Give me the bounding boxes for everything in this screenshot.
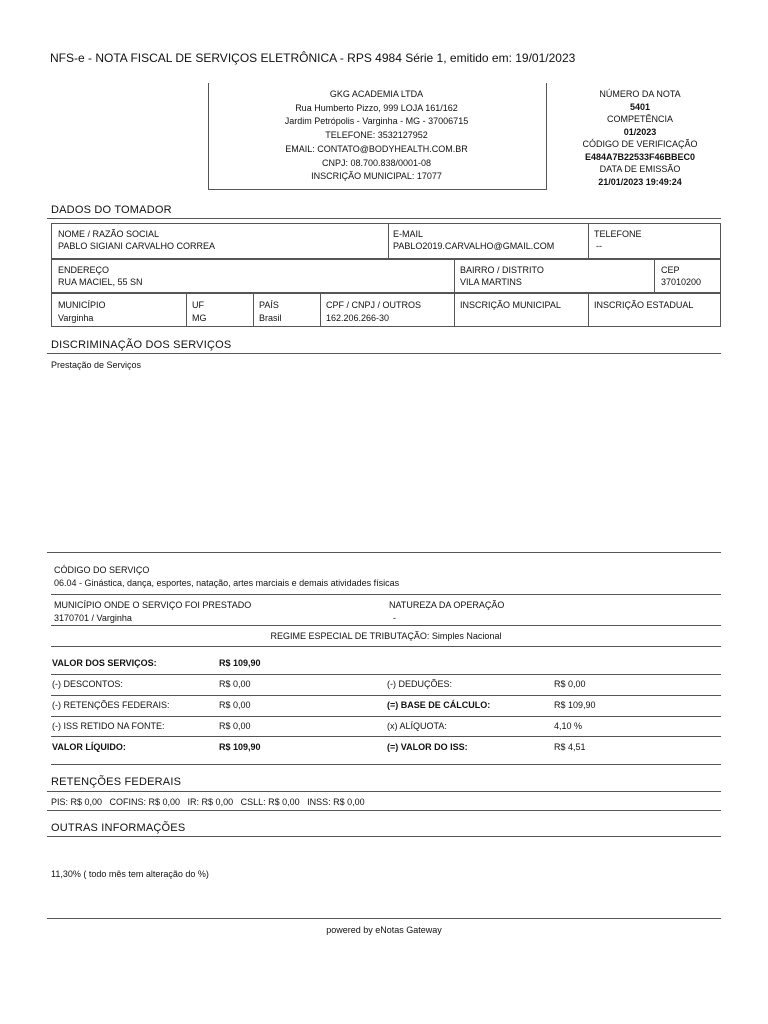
competence-label: COMPETÊNCIA: [606, 114, 673, 124]
other-info-section-title: OUTRAS INFORMAÇÕES: [51, 822, 186, 834]
calc-base-value: R$ 109,90: [554, 700, 596, 710]
divider: [47, 810, 721, 811]
taker-address: RUA MACIEL, 55 SN: [58, 277, 143, 287]
taker-municipal-label: INSCRIÇÃO MUNICIPAL: [460, 300, 561, 310]
divider: [51, 674, 721, 675]
issuer-district: Jardim Petrópolis - Varginha - MG - 37006715: [284, 116, 469, 127]
divider: [47, 218, 721, 219]
service-nature: -: [393, 613, 396, 623]
net-value-label: VALOR LÍQUIDO:: [52, 742, 126, 752]
discounts-value: R$ 0,00: [219, 679, 251, 689]
divider: [47, 918, 721, 919]
divider: [51, 223, 721, 224]
taker-district: VILA MARTINS: [460, 277, 522, 287]
taker-doc: 162.206.266-30: [326, 313, 390, 323]
divider: [51, 736, 721, 737]
verification-code: E484A7B22533F46BBEC0: [584, 151, 696, 162]
taker-city-label: MUNICÍPIO: [58, 300, 106, 310]
services-description: Prestação de Serviços: [51, 360, 142, 370]
taker-cep: 37010200: [661, 277, 702, 287]
issue-date-label: DATA DE EMISSÃO: [599, 164, 681, 174]
verification-label: CÓDIGO DE VERIFICAÇÃO: [582, 139, 698, 149]
divider: [51, 293, 721, 294]
service-place-label: MUNICÍPIO ONDE O SERVIÇO FOI PRESTADO: [54, 600, 252, 610]
divider: [720, 223, 721, 258]
taker-name-label: NOME / RAZÃO SOCIAL: [58, 229, 160, 239]
retentions-line: PIS: R$ 0,00 COFINS: R$ 0,00 IR: R$ 0,00 CSLL: R$ 0,00 INSS: R$ 0,00: [51, 797, 365, 807]
taker-email-label: E-MAIL: [393, 229, 424, 239]
divider: [47, 836, 721, 837]
divider: [720, 293, 721, 326]
divider: [47, 791, 721, 792]
taker-phone: --: [596, 241, 602, 251]
divider: [47, 552, 721, 553]
services-value: R$ 109,90: [219, 658, 261, 668]
tax-regime: REGIME ESPECIAL DE TRIBUTAÇÃO: Simples Nacional: [270, 631, 502, 641]
divider: [51, 223, 52, 258]
divider: [588, 223, 589, 258]
divider: [654, 259, 655, 292]
divider: [186, 293, 187, 326]
divider: [51, 594, 721, 595]
deductions-value: R$ 0,00: [554, 679, 586, 689]
issuer-address: Rua Humberto Pizzo, 999 LOJA 161/162: [295, 102, 458, 113]
divider: [51, 293, 52, 326]
taker-uf: MG: [192, 313, 207, 323]
note-number-label: NÚMERO DA NOTA: [599, 89, 681, 99]
issuer-info: [208, 88, 545, 184]
discounts-label: (-) DESCONTOS:: [52, 679, 123, 689]
issue-date: 21/01/2023 19:49:24: [598, 176, 682, 187]
iss-value: R$ 4,51: [554, 742, 586, 752]
service-place: 3170701 / Varginha: [54, 613, 132, 623]
note-number: 5401: [629, 101, 651, 112]
divider: [588, 293, 589, 326]
calc-base-label: (=) BASE DE CÁLCULO:: [387, 700, 491, 710]
divider: [51, 326, 721, 327]
issuer-phone: TELEFONE: 3532127952: [325, 130, 428, 141]
deductions-label: (-) DEDUÇÕES:: [387, 679, 452, 689]
divider: [51, 716, 721, 717]
retentions-section-title: RETENÇÕES FEDERAIS: [51, 776, 182, 788]
divider: [388, 223, 389, 258]
iss-withheld-label: (-) ISS RETIDO NA FONTE:: [52, 721, 165, 731]
taker-phone-label: TELEFONE: [594, 229, 642, 239]
rate-label: (x) ALÍQUOTA:: [387, 721, 447, 731]
taker-address-label: ENDEREÇO: [58, 265, 110, 275]
divider: [51, 625, 721, 626]
taker-name: PABLO SIGIANI CARVALHO CORREA: [58, 241, 216, 251]
divider: [51, 259, 721, 260]
divider: [253, 293, 254, 326]
taker-uf-label: UF: [192, 300, 204, 310]
federal-retentions-value: R$ 0,00: [219, 700, 251, 710]
note-info: [560, 88, 720, 188]
divider: [454, 293, 455, 326]
issuer-name: GKG ACADEMIA LTDA: [329, 89, 424, 99]
taker-country-label: PAÍS: [259, 300, 279, 310]
divider: [51, 646, 721, 647]
divider: [320, 293, 321, 326]
services-value-label: VALOR DOS SERVIÇOS:: [52, 658, 157, 668]
issuer-email: EMAIL: CONTATO@BODYHEALTH.COM.BR: [285, 143, 468, 154]
page-title: NFS-e - NOTA FISCAL DE SERVIÇOS ELETRÔNICA - RPS 4984 Série 1, emitido em: 19/01/2023: [50, 51, 576, 65]
footer-text: powered by eNotas Gateway: [326, 925, 442, 935]
federal-retentions-label: (-) RETENÇÕES FEDERAIS:: [52, 700, 170, 710]
taker-section-title: DADOS DO TOMADOR: [51, 204, 172, 216]
competence-value: 01/2023: [623, 126, 657, 137]
divider: [720, 259, 721, 292]
divider: [454, 259, 455, 292]
taker-district-label: BAIRRO / DISTRITO: [460, 265, 544, 275]
iss-withheld-value: R$ 0,00: [219, 721, 251, 731]
issuer-municipal-reg: INSCRIÇÃO MUNICIPAL: 17077: [311, 171, 442, 182]
services-section-title: DISCRIMINAÇÃO DOS SERVIÇOS: [51, 339, 232, 351]
divider: [51, 259, 52, 292]
rate-value: 4,10 %: [554, 721, 583, 731]
taker-email: PABLO2019.CARVALHO@GMAIL.COM: [393, 241, 555, 251]
taker-cep-label: CEP: [661, 265, 680, 275]
taker-city: Varginha: [58, 313, 94, 323]
other-info-text: 11,30% ( todo mês tem alteração do %): [51, 869, 209, 879]
divider: [51, 695, 721, 696]
service-nature-label: NATUREZA DA OPERAÇÃO: [389, 600, 505, 610]
service-code: 06.04 - Ginástica, dança, esportes, natação, artes marciais e demais atividades físicas: [54, 578, 400, 588]
taker-country: Brasil: [259, 313, 282, 323]
taker-doc-label: CPF / CNPJ / OUTROS: [326, 300, 422, 310]
issuer-cnpj: CNPJ: 08.700.838/0001-08: [321, 157, 432, 168]
service-code-label: CÓDIGO DO SERVIÇO: [54, 565, 150, 575]
divider: [51, 764, 721, 765]
iss-value-label: (=) VALOR DO ISS:: [387, 742, 468, 752]
net-value: R$ 109,90: [219, 742, 261, 752]
taker-state-label: INSCRIÇÃO ESTADUAL: [594, 300, 694, 310]
divider: [47, 353, 721, 354]
